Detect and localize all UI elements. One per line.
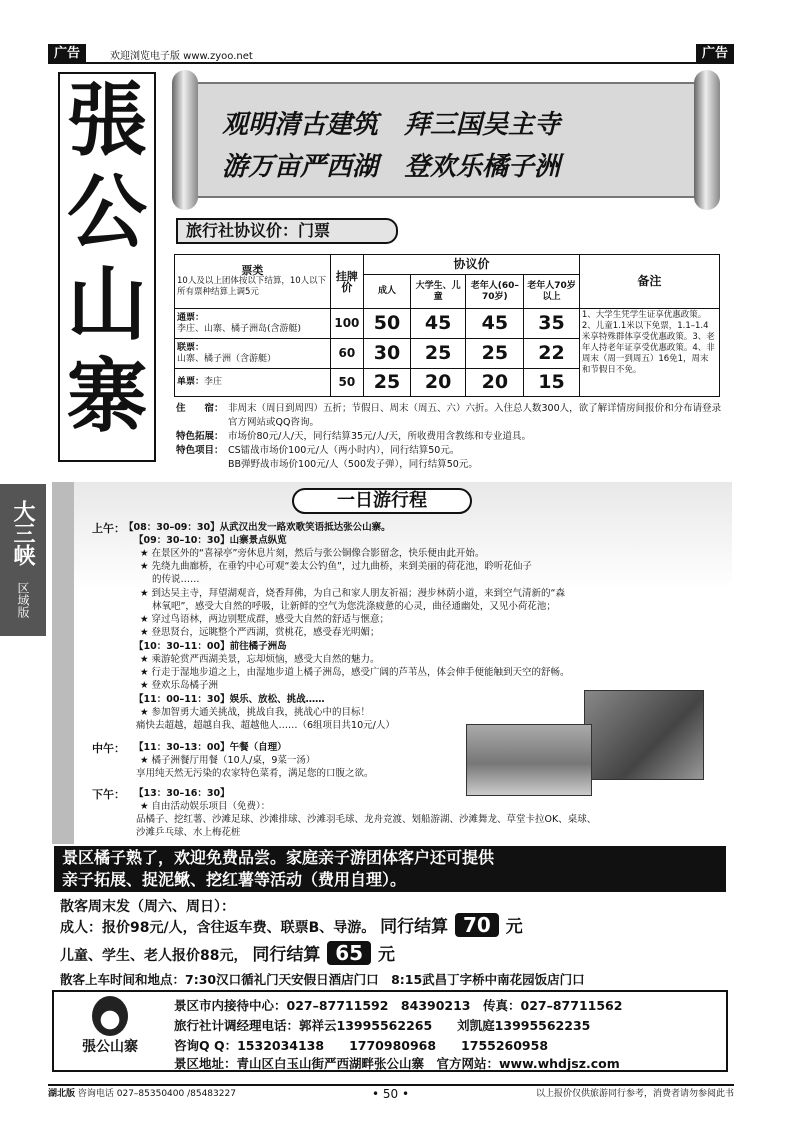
itinerary-line: 沙滩乒乓球、水上梅花桩 xyxy=(136,827,241,838)
list-price: 60 xyxy=(330,339,363,369)
pickup-info: 散客上车时间和地点：7:30汉口循礼门天安假日酒店门口 8:15武昌丁字桥中南花园饭店门口 xyxy=(60,972,585,987)
student-price: 20 xyxy=(410,369,466,397)
note-row xyxy=(176,444,724,458)
slogan-scroll xyxy=(172,70,720,210)
child-settle-label: 同行结算 xyxy=(252,945,321,965)
adult-settle-label: 同行结算 xyxy=(380,917,449,937)
ticket-name: 单票： xyxy=(177,377,205,387)
adult-settle-price-badge: 70 xyxy=(455,913,499,937)
accommodation-notes xyxy=(176,402,724,472)
contact-line: 咨询Q Q：1532034138 1770980968 1755260958 xyxy=(174,1038,549,1053)
note-value: 市场价80元/人/天，同行结算35元/人/天，所收费用含教练和专业道具。 xyxy=(228,431,531,442)
list-price: 50 xyxy=(330,369,363,397)
itinerary-line: ★ 穿过鸟语林，两边别墅成群，感受大自然的舒适与惬意； xyxy=(140,614,390,625)
senior70-price: 15 xyxy=(524,369,580,397)
remarks-text: 1、大学生凭学生证享优惠政策。2、儿童1.1米以下免票，1.1–1.4米享特殊群体享受优惠政策。3、老年人持老年证享受优惠政策。4、非周末（周一到周五）16免1，周末和节假日不免。 xyxy=(579,309,719,397)
page-number: • 50 • xyxy=(372,1087,410,1101)
slogan-line: 观明清古建筑 拜三国吴主寺 xyxy=(222,110,561,140)
ad-header xyxy=(48,44,734,64)
itinerary-line: 【13：30–16：30】 xyxy=(134,788,230,799)
student-price: 45 xyxy=(410,309,466,339)
senior60-price: 20 xyxy=(466,369,524,397)
itinerary-line: ★ 到达吴主寺，拜望湖观音，烧香拜佛，为自己和家人朋友祈福；漫步林荫小道，来到空气清新的“森 xyxy=(140,588,565,599)
side-tab-big: 大三峡 xyxy=(10,500,36,566)
child-settle-price-badge: 65 xyxy=(327,941,371,965)
itinerary-line: ★ 参加智勇大通关挑战，挑战自我，挑战心中的目标！ xyxy=(140,707,371,718)
itinerary-line: ★ 行走于湿地步道之上，由湿地步道上橘子洲岛，感受广阔的芦苇丛，体会伸手便能触到天空的舒畅。 xyxy=(140,667,570,678)
yuan-label: 元 xyxy=(505,917,523,937)
senior70-header: 老年人70岁以上 xyxy=(524,275,580,309)
note-key: 住 宿： xyxy=(176,403,224,414)
ad-tag-left: 广告 xyxy=(48,44,86,64)
contact-line[interactable]: 景区地址：青山区白玉山街严西湖畔张公山寨 官方网站：www.whdjsz.com xyxy=(174,1056,620,1071)
banner-line: 亲子拓展、捉泥鳅、挖红薯等活动（费用自理）。 xyxy=(62,870,407,889)
promo-banner xyxy=(54,846,726,892)
note-key xyxy=(176,458,228,472)
scroll-roller-left xyxy=(172,70,198,210)
ad-tag-right: 广告 xyxy=(696,44,734,64)
ticket-name: 通票： xyxy=(177,312,205,323)
brand-char: 公 xyxy=(67,165,147,259)
itinerary-line: 痛快去超越，超越自我、超越他人……（6组项目共10元/人） xyxy=(136,720,395,731)
ticket-name: 联票： xyxy=(177,342,205,353)
list-price: 100 xyxy=(330,309,363,339)
senior60-header: 老年人(60–70岁) xyxy=(466,275,524,309)
footer-disclaimer: 以上报价仅供旅游同行参考，消费者请勿参阅此书 xyxy=(535,1089,734,1099)
senior70-price: 22 xyxy=(524,339,580,369)
senior60-price: 25 xyxy=(466,339,524,369)
adult-price: 25 xyxy=(364,369,411,397)
note-row xyxy=(176,430,724,444)
period-morning: 上午： xyxy=(92,522,125,535)
type-header-note: 10人及以上团体按以下结算，10人以下所有票种结算上调5元 xyxy=(177,276,327,297)
adult-price: 30 xyxy=(364,339,411,369)
type-header-cell xyxy=(175,255,331,309)
offer-heading: 散客周末发（周六、周日）： xyxy=(60,899,235,915)
brand-char: 寨 xyxy=(67,349,147,443)
itinerary-line: 品橘子、挖红薯、沙滩足球、沙滩排球、沙滩羽毛球、龙舟竞渡、划船游湖、沙滩舞龙、草堂卡拉OK、桌球、 xyxy=(136,814,597,825)
scenic-photo-gate xyxy=(584,690,704,780)
brand-logo xyxy=(60,996,160,1068)
page-footer xyxy=(48,1084,734,1102)
yuan-label: 元 xyxy=(377,945,395,965)
banner-line: 景区橘子熟了，欢迎免费品尝。家庭亲子游团体客户还可提供 xyxy=(62,848,495,867)
senior60-price: 45 xyxy=(466,309,524,339)
itinerary-line: 【11：30–13：00】午餐（自理） xyxy=(134,742,287,753)
period-afternoon: 下午： xyxy=(92,788,125,801)
agreed-price-header: 协议价 xyxy=(364,255,580,275)
ticket-desc: 山寨、橘子洲（含游艇） xyxy=(177,353,277,364)
section-title: 旅行社协议价：门票 xyxy=(176,218,398,244)
adult-price: 50 xyxy=(364,309,411,339)
header-url[interactable]: 欢迎浏览电子版 www.zyoo.net xyxy=(110,51,253,62)
list-price-header: 挂牌价 xyxy=(330,255,363,309)
itinerary-line: 【11：00–11：30】娱乐、放松、挑战…… xyxy=(134,694,325,705)
scenic-photo-lake xyxy=(466,724,592,796)
contact-line: 景区市内接待中心：027–87711592 84390213 传真：027–87711562 xyxy=(174,998,623,1013)
side-tab-small: 区域版 xyxy=(16,582,30,618)
contact-line: 旅行社计调经理电话：郭祥云13995562265 刘凯庭13995562235 xyxy=(174,1018,591,1033)
logo-text: 張公山寨 xyxy=(82,1039,138,1055)
itinerary-line: 享用纯天然无污染的农家特色菜肴，满足您的口腹之欲。 xyxy=(136,768,374,779)
itinerary-line: ★ 乘游轮赏严西湖美景，忘却烦恼，感受大自然的魅力。 xyxy=(140,654,380,665)
itinerary-line: ★ 先绕九曲廊桥，在垂钓中心可观“姜太公钓鱼”，过九曲桥，来到美丽的荷花池，聆听花仙子 xyxy=(140,561,532,572)
itinerary-line: 【08：30–09：30】从武汉出发一路欢歌笑语抵达张公山寨。 xyxy=(124,522,391,533)
student-header: 大学生、儿童 xyxy=(410,275,466,309)
itinerary-line: ★ 登欢乐岛橘子洲 xyxy=(140,680,219,691)
type-header: 票类 xyxy=(241,264,264,277)
note-row xyxy=(176,402,724,430)
ticket-type-cell xyxy=(175,309,331,339)
itinerary-line: ★ 登思贤台，远眺整个严西湖，赏桃花，感受春光明媚； xyxy=(140,627,380,638)
table-row xyxy=(175,309,720,339)
ticket-desc: 李庄 xyxy=(204,377,223,387)
ticket-type-cell xyxy=(175,369,331,397)
contact-box xyxy=(52,990,728,1072)
senior70-price: 35 xyxy=(524,309,580,339)
brand-title-box xyxy=(58,72,156,462)
itinerary-line: 【10：30–11：00】前往橘子洲岛 xyxy=(134,641,287,652)
founder-portrait-icon xyxy=(92,996,128,1036)
note-key: 特色项目： xyxy=(176,445,224,456)
itinerary-line: ★ 橘子洲餐厅用餐（10人/桌，9菜一汤） xyxy=(140,755,316,766)
note-row xyxy=(176,458,724,472)
region-side-tab xyxy=(0,484,46,636)
note-value: BB弹野战市场价100元/人（500发子弹），同行结算50元。 xyxy=(228,459,478,470)
itinerary-line: 【09：30–10：30】山寨景点纵览 xyxy=(134,535,287,546)
footer-phone: 咨询电话 027–85350400 /85483227 xyxy=(77,1089,236,1099)
child-offer-text: 儿童、学生、老人报价88元， xyxy=(60,948,248,964)
brand-char: 張 xyxy=(67,73,147,167)
ticket-desc: 李庄、山寨、橘子洲岛(含游艇) xyxy=(177,323,302,334)
remarks-header: 备注 xyxy=(579,255,719,309)
note-key: 特色拓展： xyxy=(176,431,224,442)
adult-offer-text: 成人：报价98元/人，含往返车费、联票B、导游。 xyxy=(60,920,376,936)
offer-adult xyxy=(60,912,523,937)
student-price: 25 xyxy=(410,339,466,369)
price-table xyxy=(174,254,720,397)
itinerary-line: 林氧吧”，感受大自然的呼吸，让新鲜的空气为您洗涤疲惫的心灵，曲径通幽处，又见小荷花池； xyxy=(152,601,556,612)
footer-edition: 湖北版 xyxy=(48,1089,76,1099)
scroll-roller-right xyxy=(694,70,720,210)
ticket-type-cell xyxy=(175,339,331,369)
brand-char: 山 xyxy=(67,257,147,351)
itinerary-line: ★ 在景区外的“喜禄亭”旁休息片刻，然后与张公铜像合影留念，快乐便由此开始。 xyxy=(140,548,485,559)
note-value: 非周末（周日到周四）五折；节假日、周末（周五、六）六折。入住总人数300人，欲了解详情房间报价和分布请登录官方网站或QQ咨询。 xyxy=(228,403,722,428)
offer-child xyxy=(60,940,395,965)
adult-header: 成人 xyxy=(364,275,411,309)
itinerary-line: ★ 自由活动娱乐项目（免费）： xyxy=(140,801,271,812)
itinerary-title: 一日游行程 xyxy=(292,488,472,514)
period-noon: 中午： xyxy=(92,742,125,755)
itinerary-line: 的传说…… xyxy=(152,574,200,585)
note-value: CS镭战市场价100元/人（两小时内），同行结算50元。 xyxy=(228,445,460,456)
slogan-line: 游万亩严西湖 登欢乐橘子洲 xyxy=(222,152,561,182)
